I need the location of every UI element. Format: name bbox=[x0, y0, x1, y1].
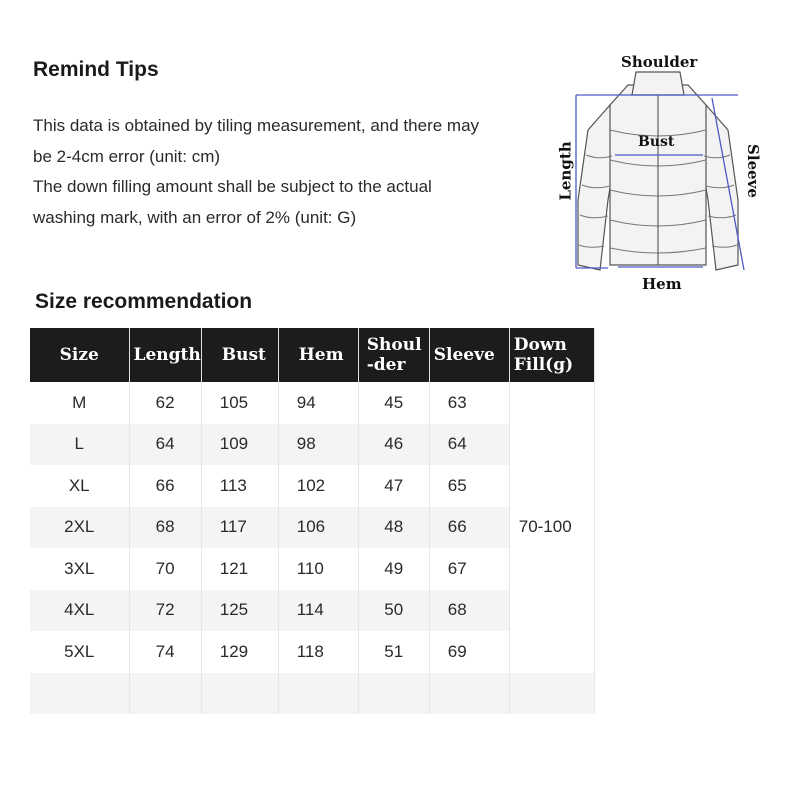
header-length: Length bbox=[129, 328, 201, 382]
remind-tips-text bbox=[33, 111, 543, 233]
header-shoulder-line2: -der bbox=[366, 355, 406, 375]
cell-sleeve: 65 bbox=[429, 465, 509, 507]
cell-sleeve: 64 bbox=[429, 424, 509, 466]
cell-length: 70 bbox=[129, 548, 201, 590]
cell-length: 72 bbox=[129, 590, 201, 632]
cell-length: 66 bbox=[129, 465, 201, 507]
cell-bust: 129 bbox=[201, 631, 278, 673]
cell-empty bbox=[429, 673, 509, 715]
header-bust: Bust bbox=[201, 328, 278, 382]
cell-length: 68 bbox=[129, 507, 201, 549]
cell-hem: 114 bbox=[278, 590, 358, 632]
cell-sleeve: 68 bbox=[429, 590, 509, 632]
cell-empty bbox=[358, 673, 429, 715]
cell-hem: 98 bbox=[278, 424, 358, 466]
cell-shoulder: 46 bbox=[358, 424, 429, 466]
cell-shoulder: 48 bbox=[358, 507, 429, 549]
cell-empty bbox=[278, 673, 358, 715]
tips-line: be 2-4cm error (unit: cm) bbox=[33, 146, 221, 166]
diagram-label-shoulder: Shoulder bbox=[621, 53, 698, 71]
cell-size: 4XL bbox=[30, 590, 129, 632]
cell-sleeve: 66 bbox=[429, 507, 509, 549]
cell-shoulder: 49 bbox=[358, 548, 429, 590]
cell-hem: 102 bbox=[278, 465, 358, 507]
cell-size: 2XL bbox=[30, 507, 129, 549]
cell-hem: 94 bbox=[278, 382, 358, 424]
cell-down-fill: 70-100 bbox=[509, 382, 594, 673]
cell-bust: 105 bbox=[201, 382, 278, 424]
cell-size: 5XL bbox=[30, 631, 129, 673]
remind-tips-title: Remind Tips bbox=[33, 58, 159, 81]
header-down-line2: Fill(g) bbox=[513, 355, 574, 375]
size-chart-table bbox=[30, 328, 595, 714]
cell-bust: 109 bbox=[201, 424, 278, 466]
table-header-row bbox=[30, 328, 594, 382]
cell-length: 74 bbox=[129, 631, 201, 673]
cell-hem: 118 bbox=[278, 631, 358, 673]
cell-hem: 110 bbox=[278, 548, 358, 590]
cell-size: L bbox=[30, 424, 129, 466]
diagram-label-bust: Bust bbox=[638, 134, 675, 150]
diagram-label-hem: Hem bbox=[642, 275, 682, 293]
cell-shoulder: 50 bbox=[358, 590, 429, 632]
diagram-label-sleeve: Sleeve bbox=[743, 144, 762, 198]
cell-length: 62 bbox=[129, 382, 201, 424]
cell-bust: 117 bbox=[201, 507, 278, 549]
tips-line: The down filling amount shall be subject to the actual bbox=[33, 177, 432, 196]
header-sleeve: Sleeve bbox=[429, 328, 509, 382]
header-hem: Hem bbox=[278, 328, 358, 382]
jacket-measurement-diagram bbox=[548, 50, 778, 300]
cell-shoulder: 47 bbox=[358, 465, 429, 507]
header-shoulder bbox=[358, 328, 429, 382]
size-recommendation-title: Size recommendation bbox=[35, 290, 253, 313]
cell-sleeve: 67 bbox=[429, 548, 509, 590]
header-shoulder-line1: Shoul bbox=[366, 335, 422, 355]
cell-bust: 121 bbox=[201, 548, 278, 590]
header-size: Size bbox=[30, 328, 129, 382]
cell-empty bbox=[509, 673, 594, 715]
cell-empty bbox=[129, 673, 201, 715]
cell-shoulder: 45 bbox=[358, 382, 429, 424]
header-down-fill bbox=[509, 328, 594, 382]
table-row bbox=[30, 382, 594, 424]
tips-line: washing mark, with an error of 2% (unit: G) bbox=[33, 207, 357, 227]
cell-size: M bbox=[30, 382, 129, 424]
cell-sleeve: 63 bbox=[429, 382, 509, 424]
cell-bust: 125 bbox=[201, 590, 278, 632]
header-down-line1: Down bbox=[513, 335, 567, 355]
cell-size: XL bbox=[30, 465, 129, 507]
cell-shoulder: 51 bbox=[358, 631, 429, 673]
cell-empty bbox=[201, 673, 278, 715]
cell-empty bbox=[30, 673, 129, 715]
cell-sleeve: 69 bbox=[429, 631, 509, 673]
table-row-empty bbox=[30, 673, 594, 715]
cell-length: 64 bbox=[129, 424, 201, 466]
diagram-label-length: Length bbox=[556, 141, 575, 201]
cell-size: 3XL bbox=[30, 548, 129, 590]
cell-hem: 106 bbox=[278, 507, 358, 549]
tips-line: This data is obtained by tiling measurement, and there may bbox=[33, 116, 480, 135]
cell-bust: 113 bbox=[201, 465, 278, 507]
